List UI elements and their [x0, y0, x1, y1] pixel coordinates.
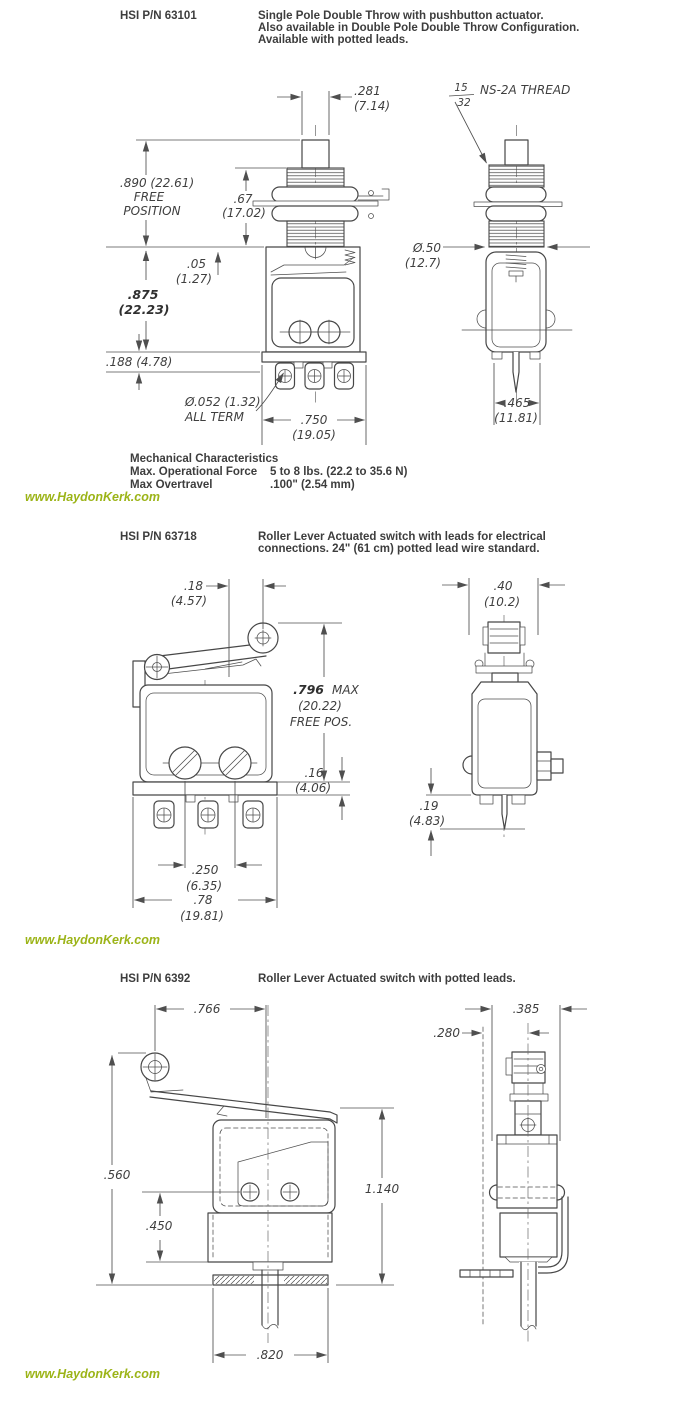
washer [253, 201, 378, 206]
potted-base [208, 1213, 332, 1262]
description-63718 [258, 531, 658, 555]
part-number-63101: HSI P/N 63101 [120, 10, 197, 22]
dim-052-label: Ø.052 (1.32) [185, 395, 261, 409]
actuator-contact [217, 1106, 227, 1116]
switch-body-side [497, 1135, 557, 1208]
mechanical-characteristics [130, 453, 407, 492]
roller-lever-switch-6392-drawing [0, 995, 685, 1380]
dim-796-max: MAX [332, 683, 359, 697]
dim-40-label: .40 [493, 579, 513, 593]
mounting-bar [460, 1270, 513, 1277]
terminal-screw [169, 747, 201, 779]
terminal-pin [513, 352, 519, 392]
hex-nut-upper [272, 187, 358, 202]
pushbutton-switch-drawing [0, 75, 685, 477]
switch-body [140, 685, 272, 782]
thread-numerator: 15 [454, 82, 468, 94]
description-line: connections. 24" (61 cm) potted lead wire standard. [258, 543, 540, 555]
solder-terminals [276, 363, 354, 389]
dim-890-label: .890 (22.61) [119, 176, 195, 190]
dim-78-label: .78 [193, 893, 213, 907]
side-nut [537, 752, 563, 780]
dim-796-mm: (20.22) [298, 699, 342, 713]
dim-052-allterm: ALL TERM [185, 410, 244, 424]
front-view-roller-lever [133, 623, 278, 837]
dim-890-free: FREE [133, 190, 165, 204]
dim-796-freepos: FREE POS. [289, 715, 353, 729]
dim-465-mm: (11.81) [494, 411, 538, 425]
dim-281-label: .281 [354, 84, 381, 98]
dim-188-label: .188 (4.78) [105, 355, 173, 369]
dim-560-label: .560 [103, 1168, 131, 1182]
description-line: Available with potted leads. [258, 34, 409, 46]
description-line: Single Pole Double Throw with pushbutton actuator. [258, 10, 544, 22]
thread-denominator: 32 [457, 97, 471, 109]
hex-nut-lower [272, 206, 358, 221]
dim-875-label: .875 [127, 287, 159, 302]
roller-lever-switch-63718-drawing [0, 565, 685, 935]
dim-16-label: .16 [304, 766, 324, 780]
solder-terminals [154, 801, 263, 828]
part-number-63718: HSI P/N 63718 [120, 531, 197, 543]
description-line: Roller Lever Actuated switch with potted leads. [258, 973, 516, 985]
dim-465-label: .465 [503, 396, 531, 410]
dim-78-mm: (19.81) [180, 909, 224, 923]
base-plate [133, 782, 277, 795]
lever-arm [150, 1091, 337, 1123]
dim-19-mm: (4.83) [408, 814, 446, 828]
description-line: Roller Lever Actuated switch with leads for electrical [258, 531, 546, 543]
front-view-roller-lever-potted [141, 1005, 337, 1343]
part-number-6392: HSI P/N 6392 [120, 973, 191, 985]
dim-890-position: POSITION [123, 204, 181, 218]
dim-875-mm: (22.23) [118, 302, 170, 317]
dim-820-label: .820 [256, 1348, 284, 1362]
dim-280-label: .280 [433, 1026, 460, 1040]
watermark-url[interactable]: www.HaydonKerk.com [25, 1367, 160, 1381]
dim-19-label: .19 [419, 799, 439, 813]
watermark-url[interactable]: www.HaydonKerk.com [25, 933, 160, 947]
lock-washer-tab [358, 189, 389, 200]
plunger [302, 140, 329, 168]
dim-385-label: .385 [512, 1002, 540, 1016]
dim-1140-label: 1.140 [364, 1182, 400, 1196]
dim-750-mm: (19.05) [292, 428, 336, 442]
threaded-bushing-upper [287, 168, 344, 187]
terminal-pin [502, 795, 507, 829]
description-63101 [258, 10, 658, 46]
dim-40-mm: (10.2) [483, 595, 521, 609]
mech-title: Mechanical Characteristics [130, 453, 279, 465]
side-view-roller-lever [463, 615, 563, 837]
dim-250-mm: (6.35) [185, 879, 223, 893]
description-line: Also available in Double Pole Double Throw Configuration. [258, 22, 580, 34]
threaded-bushing-lower [287, 221, 344, 247]
base-plate [262, 352, 366, 362]
mech-value: 5 to 8 lbs. (22.2 to 35.6 N) [270, 466, 408, 478]
dim-750-label: .750 [300, 413, 328, 427]
dim-05-mm: (1.27) [175, 272, 212, 286]
dim-67-mm: (17.02) [222, 206, 266, 220]
side-view-roller-lever-potted [460, 1023, 568, 1343]
switch-body-side [486, 252, 546, 352]
plunger-side [505, 140, 528, 165]
side-view-pushbutton [462, 125, 572, 405]
mech-value: .100" (2.54 mm) [270, 479, 355, 491]
watermark-url[interactable]: www.HaydonKerk.com [25, 490, 160, 504]
thread-callout: NS-2A THREAD [480, 83, 571, 97]
dim-18-mm: (4.57) [170, 594, 207, 608]
dim-67-label: .67 [233, 192, 253, 206]
dim-05-label: .05 [186, 257, 206, 271]
dim-796-label: .796 [293, 682, 324, 697]
dim-766-label: .766 [193, 1002, 221, 1016]
mech-label: Max Overtravel [130, 479, 213, 491]
dim-50-mm: (12.7) [404, 256, 441, 270]
dim-450-label: .450 [145, 1219, 173, 1233]
dim-16-mm: (4.06) [294, 781, 332, 795]
terminal-screw [219, 747, 251, 779]
dim-50-label: Ø.50 [412, 241, 441, 255]
front-view-pushbutton [253, 125, 389, 405]
dim-18-label: .18 [183, 579, 203, 593]
potted-base-side [500, 1213, 557, 1257]
roller-side [488, 622, 520, 653]
dim-281-mm: (7.14) [354, 99, 391, 113]
switch-body [213, 1120, 335, 1213]
description-6392 [258, 973, 658, 985]
mech-label: Max. Operational Force [130, 466, 258, 478]
dim-250-label: .250 [191, 863, 219, 877]
